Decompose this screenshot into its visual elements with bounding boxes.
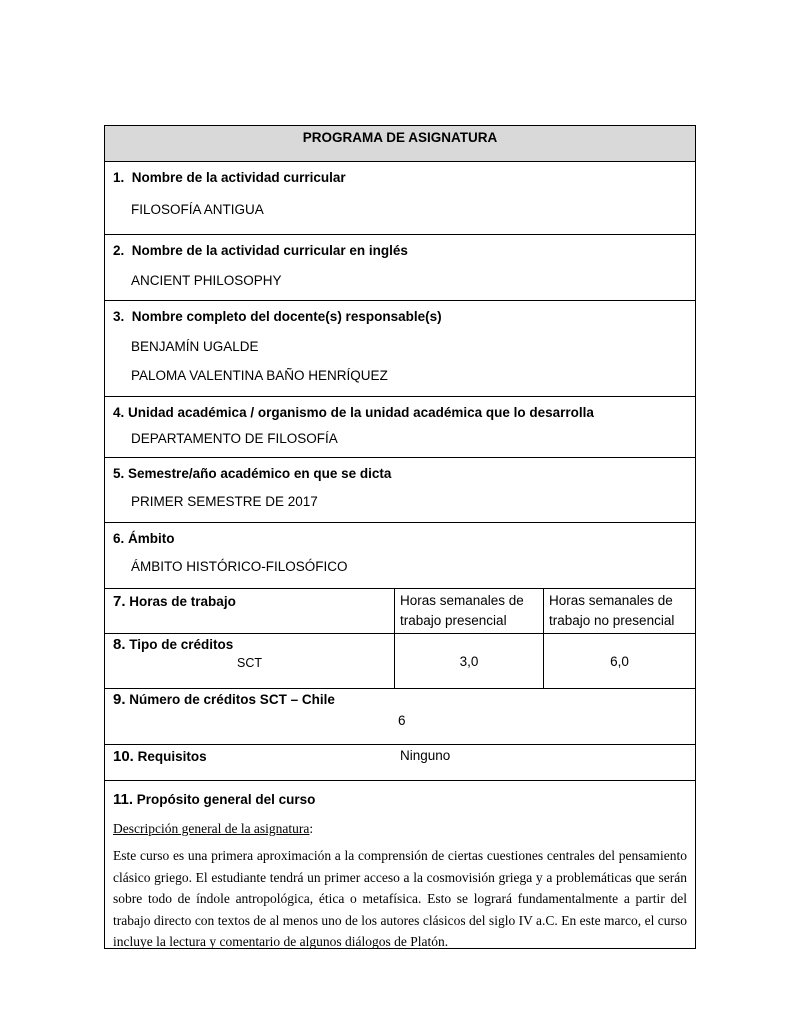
section-3-number: 3. (113, 309, 125, 324)
section-2-value: ANCIENT PHILOSOPHY (131, 273, 282, 288)
section-1-number: 1. (113, 170, 125, 185)
section-9 (105, 689, 695, 745)
section-11-number: 11. (113, 791, 134, 808)
presencial-header-text: Horas semanales de trabajo presencial (400, 593, 524, 628)
section-10-number: 10. (113, 748, 134, 765)
section-7-number: 7. (113, 593, 126, 610)
section-11-label: Propósito general del curso (136, 792, 316, 807)
section-4-value: DEPARTAMENTO DE FILOSOFÍA (131, 431, 338, 446)
document-title-text: PROGRAMA DE ASIGNATURA (302, 130, 498, 145)
section-9-number: 9. (113, 691, 126, 708)
section-5-label: Semestre/año académico en que se dicta (128, 466, 392, 481)
section-6-label: Ámbito (128, 531, 175, 546)
section-5-heading (113, 466, 391, 481)
section-6-heading (113, 531, 175, 546)
section-9-value: 6 (398, 713, 406, 728)
section-6-value: ÁMBITO HISTÓRICO-FILOSÓFICO (131, 559, 348, 574)
section-2 (105, 235, 695, 301)
section-3-value-2: PALOMA VALENTINA BAÑO HENRÍQUEZ (131, 368, 388, 383)
section-8-number: 8. (113, 636, 126, 653)
section-10-label: Requisitos (137, 749, 207, 764)
section-9-label: Número de créditos SCT – Chile (129, 692, 335, 707)
section-6-number: 6. (113, 531, 125, 546)
course-program-table (104, 125, 696, 949)
section-4 (105, 397, 695, 458)
section-7-label-cell (105, 589, 395, 633)
section-2-number: 2. (113, 243, 125, 258)
section-4-number: 4. (113, 405, 125, 420)
section-8 (105, 634, 695, 689)
presencial-hours-value: 3,0 (459, 654, 479, 669)
section-11-subheading (113, 821, 313, 837)
subheading-text: Descripción general de la asignatura (113, 821, 310, 836)
section-8-label-cell (105, 634, 395, 688)
section-2-heading (113, 243, 408, 258)
section-7-label: Horas de trabajo (129, 594, 236, 609)
section-9-heading (113, 691, 335, 708)
section-2-label: Nombre de la actividad curricular en inglés (131, 243, 408, 258)
section-3-value-1: BENJAMÍN UGALDE (131, 339, 259, 354)
no-presencial-hours-value: 6,0 (610, 654, 629, 669)
section-7-heading (113, 593, 236, 610)
section-5 (105, 458, 695, 523)
section-5-value: PRIMER SEMESTRE DE 2017 (131, 494, 318, 509)
subheading-colon: : (309, 821, 314, 836)
section-11-heading (113, 791, 315, 808)
section-3-label: Nombre completo del docente(s) responsable(s) (131, 309, 442, 324)
section-7-no-presencial-header (544, 589, 695, 633)
document-title (105, 126, 695, 162)
section-3-heading (113, 309, 442, 324)
section-11 (105, 781, 695, 948)
section-7 (105, 589, 695, 634)
section-10-value: Ninguno (400, 748, 451, 763)
section-8-presencial-cell (395, 634, 544, 688)
section-10-heading (113, 748, 207, 765)
section-1-heading (113, 170, 346, 185)
section-10 (105, 745, 695, 781)
section-3 (105, 301, 695, 397)
section-8-label: Tipo de créditos (129, 637, 234, 652)
section-8-no-presencial-cell (544, 634, 695, 688)
section-4-label: Unidad académica / organismo de la unidad académica que lo desarrolla (128, 405, 594, 420)
section-4-heading (113, 405, 594, 420)
no-presencial-header-text: Horas semanales de trabajo no presencial (549, 593, 675, 628)
section-1 (105, 162, 695, 235)
section-11-paragraph: Este curso es una primera aproximación a la comprensión de ciertas cuestiones centrales del pensamiento clásico griego. El estudiante tendrá un primer acceso a la cosmovisión griega y a problemáticas que serán sobre todo de índole antropológica, ética o metafísica. Esto se logrará fundamentalmente a partir del trabajo directo con textos de al menos uno de los autores clásicos del siglo IV a.C. En este marco, el curso incluye la lectura y comentario de algunos diálogos de Platón. (113, 848, 687, 950)
credit-type-value: SCT (237, 656, 262, 670)
section-1-label: Nombre de la actividad curricular (131, 170, 346, 185)
section-7-presencial-header (395, 589, 544, 633)
section-8-heading (113, 636, 233, 653)
section-6 (105, 523, 695, 589)
section-1-value: FILOSOFÍA ANTIGUA (131, 202, 264, 217)
section-5-number: 5. (113, 466, 125, 481)
